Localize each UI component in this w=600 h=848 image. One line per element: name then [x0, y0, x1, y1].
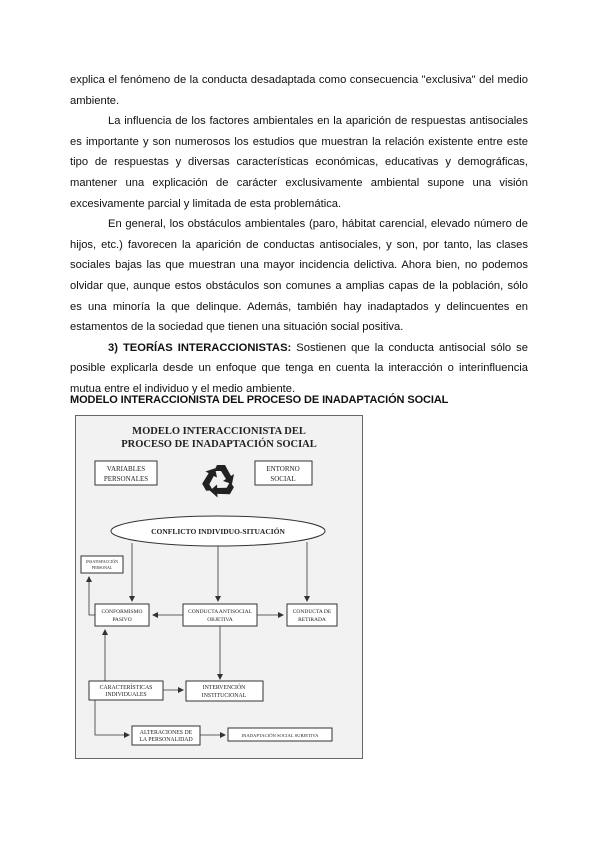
intervencion-label-2: INSTITUCIONAL [201, 693, 247, 699]
diagram-figure [75, 415, 363, 759]
body-text [70, 70, 528, 400]
alteraciones-label-1: ALTERACIONES DE [139, 730, 193, 736]
diagram-title-line1: MODELO INTERACCIONISTA DEL [132, 426, 306, 437]
diagram-title-line2: PROCESO DE INADAPTACIÓN SOCIAL [121, 439, 317, 450]
conformismo-label-1: CONFORMISMO [101, 609, 143, 615]
insatisfaccion-label-1: INSATISFACCIÓN [85, 559, 119, 564]
intervencion-label-1: INTERVENCIÓN [202, 685, 246, 691]
insatisfaccion-label-2: PERSONAL [91, 565, 113, 570]
diagram-svg [75, 415, 363, 759]
paragraph-3: En general, los obstáculos ambientales (paro, hábitat carencial, elevado número de hijos, etc.) favorecen la aparición de conductas antisociales, y son, por tanto, las clases sociales bajas las que muestran una mayor incidencia delictiva. Ahora bien, no podemos olvidar que, aunque estos obstáculos son comunes a amplias capas de la población, sólo es una minoría la que delinque. Además, también hay inadaptados y delincuentes en estamentos de la sociedad que tienen una situación social positiva. [70, 218, 528, 334]
conflicto-label: CONFLICTO INDIVIDUO-SITUACIÓN [151, 527, 285, 536]
entorno-social-label-1: ENTORNO [266, 465, 300, 473]
paragraph-4 [70, 338, 528, 400]
paragraph-2: La influencia de los factores ambientales en la aparición de respuestas antisociales es importante y son numerosos los estudios que muestran la relación existente entre este tipo de respuestas y diversas características económicas, educativas y demográficas, mantener una explicación de carácter exclusivamente ambiental supone una visión excesivamente parcial y limitada de esta problemática. [70, 115, 528, 210]
conducta-antisocial-label-2: OBJETIVA [207, 617, 233, 623]
interaccionistas-label: 3) TEORÍAS INTERACCIONISTAS: [108, 341, 292, 354]
entorno-social-label-2: SOCIAL [270, 475, 296, 483]
conducta-antisocial-label-1: CONDUCTA ANTISOCIAL [188, 609, 252, 615]
conducta-retirada-label-2: RETIRADA [298, 617, 326, 623]
paragraph-1: explica el fenómeno de la conducta desadaptada como consecuencia "exclusiva" del medio ambiente. [70, 74, 528, 107]
caracteristicas-label-2: INDIVIDUALES [105, 692, 147, 698]
conformismo-label-2: PASIVO [112, 617, 132, 623]
variables-personales-label-2: PERSONALES [103, 475, 149, 483]
conducta-retirada-label-1: CONDUCTA DE [292, 609, 332, 615]
section-heading: MODELO INTERACCIONISTA DEL PROCESO DE INADAPTACIÓN SOCIAL [70, 394, 449, 406]
interaccionistas-text: Sostienen que la conducta antisocial sólo se posible explicarla desde un enfoque que tenga en cuenta la interacción o interinfluencia mutua entre el individuo y el medio ambiente. [70, 341, 528, 395]
alteraciones-label-2: LA PERSONALIDAD [139, 737, 193, 743]
inadaptacion-label: INADAPTACIÓN SOCIAL SUBJETIVA [241, 733, 319, 738]
variables-personales-label-1: VARIABLES [106, 465, 146, 473]
caracteristicas-label-1: CARACTERÍSTICAS [99, 685, 153, 691]
